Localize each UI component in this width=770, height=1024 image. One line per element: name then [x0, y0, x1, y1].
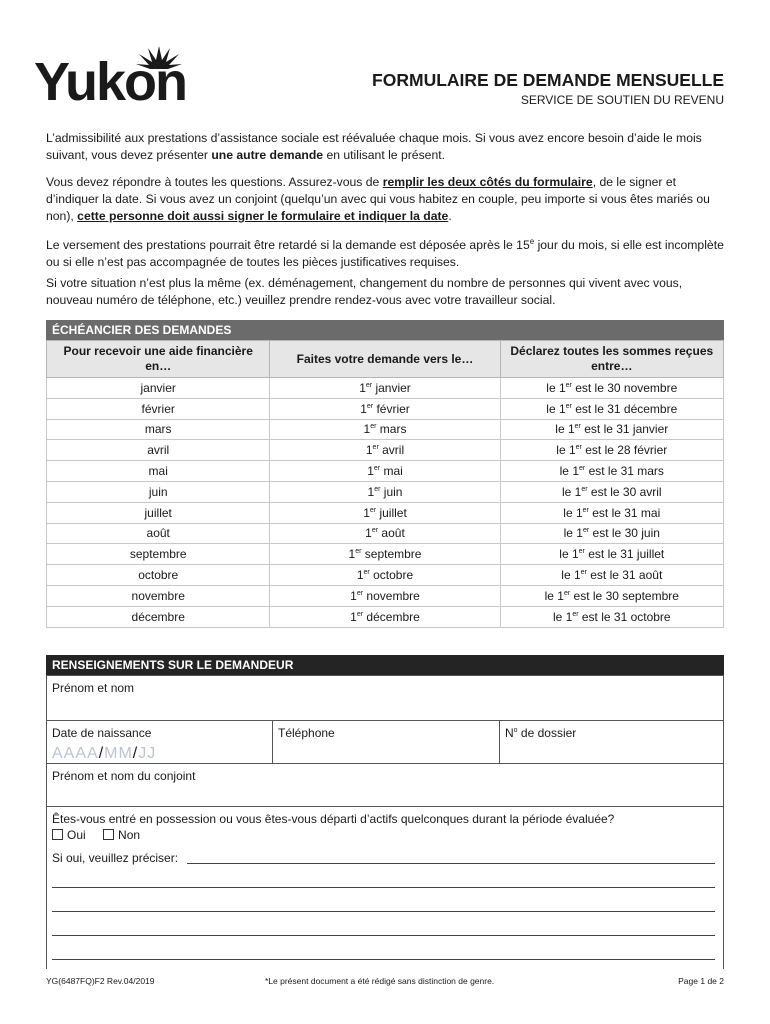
specify-line-3[interactable]	[52, 911, 715, 912]
intro-paragraph-3: Le versement des prestations pourrait être retardé si la demande est déposée après le 15e jour du mois, si elle est incomplète ou si elle n’est pas accompagnée de toutes les pièces justificatives requises.	[46, 237, 724, 270]
table-row	[47, 440, 724, 461]
table-row	[47, 481, 724, 502]
cell-apply-date: 1er octobre	[270, 565, 500, 586]
cell-declare-period: le 1er est le 31 décembre	[500, 398, 723, 419]
cell-apply-date: 1er juillet	[270, 502, 500, 523]
assets-question-block	[46, 807, 724, 969]
cell-apply-date: 1er mars	[270, 419, 500, 440]
assets-question: Êtes-vous entré en possession ou vous êtes-vous départi d’actifs quelconques durant la période évaluée?	[52, 812, 615, 826]
table-row	[47, 419, 724, 440]
cell-declare-period: le 1er est le 30 novembre	[500, 378, 723, 399]
table-row	[47, 523, 724, 544]
specify-line-2[interactable]	[52, 887, 715, 888]
cell-apply-date: 1er avril	[270, 440, 500, 461]
table-row	[47, 585, 724, 606]
table-row	[47, 502, 724, 523]
cell-declare-period: le 1er est le 30 avril	[500, 481, 723, 502]
form-title: FORMULAIRE DE DEMANDE MENSUELLE	[372, 70, 724, 90]
table-row	[47, 565, 724, 586]
file-number-field[interactable]	[500, 721, 723, 763]
schedule-section	[46, 320, 724, 628]
specify-label: Si oui, veuillez préciser:	[52, 851, 182, 865]
cell-declare-period: le 1er est le 31 août	[500, 565, 723, 586]
cell-apply-date: 1er janvier	[270, 378, 500, 399]
cell-month: juillet	[47, 502, 270, 523]
cell-declare-period: le 1er est le 28 février	[500, 440, 723, 461]
col-header-month: Pour recevoir une aide financière en…	[47, 341, 270, 378]
dob-placeholder: AAAA/MM/JJ	[52, 745, 157, 762]
file-number-label: $N^o$ de dossier	[505, 726, 577, 740]
specify-line-1[interactable]	[187, 863, 715, 864]
form-subtitle: SERVICE DE SOUTIEN DU REVENU	[520, 93, 724, 107]
cell-month: octobre	[47, 565, 270, 586]
cell-month: mai	[47, 461, 270, 482]
dob-phone-file-row	[46, 721, 724, 764]
applicant-section	[46, 655, 724, 969]
cell-month: juin	[47, 481, 270, 502]
name-field[interactable]	[46, 675, 724, 721]
cell-month: décembre	[47, 606, 270, 627]
cell-declare-period: le 1er est le 31 mai	[500, 502, 723, 523]
cell-declare-period: le 1er est le 31 juillet	[500, 544, 723, 565]
cell-apply-date: 1er septembre	[270, 544, 500, 565]
cell-apply-date: 1er août	[270, 523, 500, 544]
cell-month: janvier	[47, 378, 270, 399]
specify-line-5[interactable]	[52, 959, 715, 960]
col-header-declare: Déclarez toutes les sommes reçues entre…	[500, 341, 723, 378]
intro-paragraph-2: Vous devez répondre à toutes les questions. Assurez-vous de remplir les deux côtés du formulaire, de le signer et d’indiquer la date. Si vous avez un conjoint (quelqu’un avec qui vous habitez en couple, peu importe si vous êtes mariés ou non), cette personne doit aussi signer le formulaire et indiquer la date.	[46, 175, 710, 223]
table-row	[47, 378, 724, 399]
phone-label: Téléphone	[278, 726, 335, 740]
cell-month: avril	[47, 440, 270, 461]
schedule-table	[46, 340, 724, 628]
intro-paragraph-1: L’admissibilité aux prestations d’assistance sociale est réévaluée chaque mois. Si vous avez encore besoin d’aide le mois suivant, vous devez présenter une autre demande en utilisant le présent.	[46, 131, 702, 162]
table-row	[47, 544, 724, 565]
cell-apply-date: 1er juin	[270, 481, 500, 502]
cell-apply-date: 1er décembre	[270, 606, 500, 627]
no-checkbox[interactable]	[103, 829, 114, 840]
cell-month: août	[47, 523, 270, 544]
table-row	[47, 606, 724, 627]
dob-field[interactable]	[47, 721, 273, 763]
option-yes[interactable]: Oui	[52, 828, 86, 842]
col-header-apply: Faites votre demande vers le…	[270, 341, 500, 378]
cell-month: février	[47, 398, 270, 419]
phone-field[interactable]	[273, 721, 500, 763]
cell-declare-period: le 1er est le 31 octobre	[500, 606, 723, 627]
cell-apply-date: 1er mai	[270, 461, 500, 482]
specify-line-4[interactable]	[52, 935, 715, 936]
schedule-title: ÉCHÉANCIER DES DEMANDES	[46, 320, 724, 340]
yes-checkbox[interactable]	[52, 829, 63, 840]
cell-declare-period: le 1er est le 30 juin	[500, 523, 723, 544]
cell-declare-period: le 1er est le 31 mars	[500, 461, 723, 482]
option-no[interactable]: Non	[103, 828, 140, 842]
logo-wordmark: Yukon	[34, 52, 187, 112]
cell-month: mars	[47, 419, 270, 440]
assets-options	[52, 828, 154, 842]
cell-month: septembre	[47, 544, 270, 565]
table-row	[47, 461, 724, 482]
cell-declare-period: le 1er est le 31 janvier	[500, 419, 723, 440]
table-row	[47, 398, 724, 419]
form-code: YG(6487FQ)F2 Rev.04/2019	[46, 976, 155, 986]
applicant-title: RENSEIGNEMENTS SUR LE DEMANDEUR	[46, 655, 724, 675]
spouse-name-field[interactable]	[46, 764, 724, 807]
cell-apply-date: 1er novembre	[270, 585, 500, 606]
yukon-logo	[34, 44, 194, 114]
cell-declare-period: le 1er est le 30 septembre	[500, 585, 723, 606]
cell-apply-date: 1er février	[270, 398, 500, 419]
dob-label: Date de naissance	[52, 726, 152, 740]
gender-note: *Le présent document a été rédigé sans distinction de genre.	[265, 976, 495, 986]
cell-month: novembre	[47, 585, 270, 606]
intro-paragraph-4: Si votre situation n’est plus la même (ex. déménagement, changement du nombre de personnes qui vivent avec vous, nouveau numéro de téléphone, etc.) veuillez prendre rendez-vous avec votre travailleur social.	[46, 276, 683, 307]
page-number: Page 1 de 2	[678, 976, 724, 986]
spouse-name-label: Prénom et nom du conjoint	[52, 769, 196, 783]
name-label: Prénom et nom	[52, 681, 135, 695]
